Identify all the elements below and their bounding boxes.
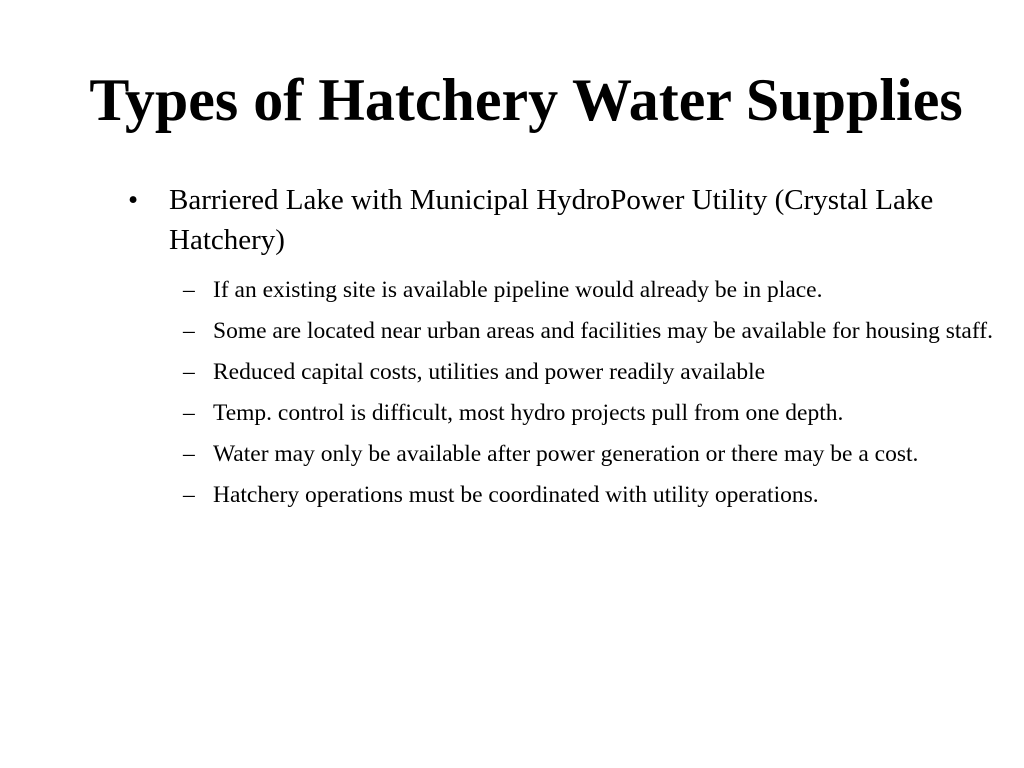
dash-marker: –: [183, 277, 195, 303]
sub-bullet: [128, 274, 993, 307]
sub-bullet-text: Temp. control is difficult, most hydro projects pull from one depth.: [213, 400, 844, 426]
sub-bullet-text: Hatchery operations must be coordinated with utility operations.: [213, 482, 819, 508]
sub-bullet: [128, 438, 993, 471]
dash-marker: –: [183, 482, 195, 508]
dash-marker: –: [183, 318, 195, 344]
dash-marker: –: [183, 441, 195, 467]
sub-bullet: [128, 479, 993, 512]
sub-bullet-text: If an existing site is available pipeline would already be in place.: [213, 277, 823, 303]
sub-bullet: [128, 397, 993, 430]
sub-bullet: [128, 356, 993, 389]
sub-bullet-text: Water may only be available after power generation or there may be a cost.: [213, 441, 919, 467]
sub-bullet: [128, 315, 993, 348]
main-bullet: [128, 180, 1008, 260]
slide-content: [128, 180, 1008, 520]
slide-title: Types of Hatchery Water Supplies: [89, 67, 963, 133]
sub-bullet-list: [128, 274, 1008, 512]
dash-marker: –: [183, 359, 195, 385]
dash-marker: –: [183, 400, 195, 426]
sub-bullet-text: Some are located near urban areas and facilities may be available for housing staff.: [213, 318, 993, 344]
main-bullet-text: Barriered Lake with Municipal HydroPower Utility (Crystal Lake Hatchery): [169, 184, 934, 256]
bullet-marker: •: [128, 184, 139, 216]
sub-bullet-text: Reduced capital costs, utilities and power readily available: [213, 359, 766, 385]
